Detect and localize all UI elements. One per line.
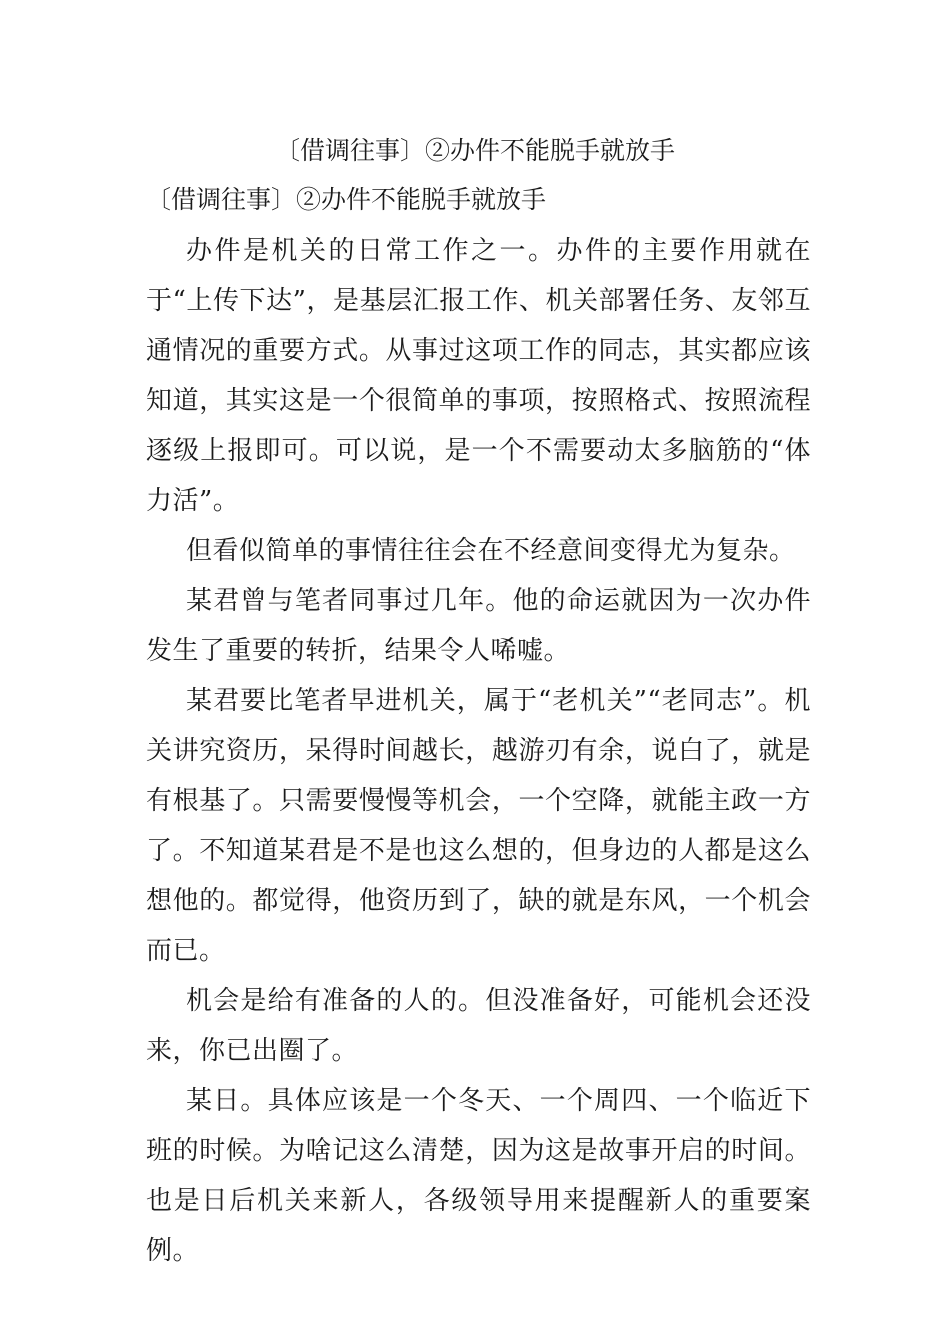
document-body [146, 180, 811, 1276]
paragraph: 某君要比笔者早进机关，属于“老机关”“老同志”。机关讲究资历，呆得时间越长，越游刃有余，说白了，就是有根基了。只需要慢慢等机会，一个空降，就能主政一方了。不知道某君是不是也这么想的，但身边的人都是这么想他的。都觉得，他资历到了，缺的就是东风，一个机会而已。 [146, 686, 811, 966]
document-title: 〔借调往事〕②办件不能脱手就放手 [274, 136, 675, 165]
paragraph: 机会是给有准备的人的。但没准备好，可能机会还没来，你已出圈了。 [146, 986, 811, 1066]
paragraph: 某君曾与笔者同事过几年。他的命运就因为一次办件发生了重要的转折，结果令人唏嘘。 [146, 586, 811, 666]
document-subtitle: 〔借调往事〕②办件不能脱手就放手 [146, 185, 547, 214]
paragraph: 某日。具体应该是一个冬天、一个周四、一个临近下班的时候。为啥记这么清楚，因为这是故事开启的时间。也是日后机关来新人，各级领导用来提醒新人的重要案例。 [146, 1086, 811, 1266]
paragraph: 但看似简单的事情往往会在不经意间变得尤为复杂。 [186, 536, 796, 566]
paragraph: 办件是机关的日常工作之一。办件的主要作用就在于“上传下达”，是基层汇报工作、机关部署任务、友邻互通情况的重要方式。从事过这项工作的同志，其实都应该知道，其实这是一个很简单的事项，按照格式、按照流程逐级上报即可。可以说，是一个不需要动太多脑筋的“体力活”。 [146, 236, 811, 516]
